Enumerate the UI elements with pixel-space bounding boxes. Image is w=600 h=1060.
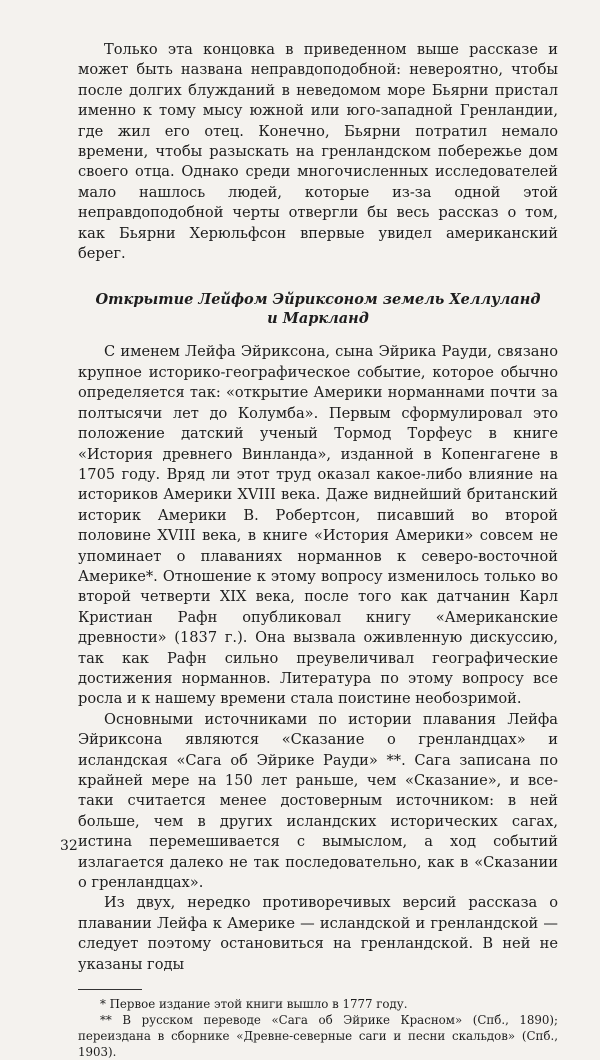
- footnote-2: ** В русском переводе «Сага об Эйрике Красном» (Спб., 1890); переиздана в сборнике «Древне-северные саги и песни скальдов» (Спб., 1903).: [78, 1013, 558, 1060]
- footnote-divider: [78, 989, 142, 990]
- section-heading: Открытие Лейфом Эйриксоном земель Хеллуланд и Маркланд: [95, 291, 541, 328]
- paragraph-1: С именем Лейфа Эйриксона, сына Эйрика Рауди, связано крупное историко-географическое событие, которое обычно определяется так: «открытие Америки норманнами почти за полтысячи лет до Колумба». Первым сформулировал это положение датский ученый Тормод Торфеус в книге «История древнего Винланда», изданной в Копенгагене в 1705 году. Вряд ли этот труд оказал какое-либо влияние на историков Америки XVIII века. Даже виднейший британский историк Америки В. Робертсон, писавший во второй половине XVIII века, в книге «История Америки» совсем не упоминает о плаваниях норманнов к северо-восточной Америке*. Отношение к этому вопросу изменилось только во второй четверти XIX века, после того как датчанин Карл Кристиан Рафн опубликовал книгу «Американские древности» (1837 г.). Она вызвала оживленную дискуссию, так как Рафн сильно преувеличивал географические достижения норманнов. Литература по этому вопросу все росла и к нашему времени стала поистине необозримой.: [78, 343, 558, 708]
- page-body: [78, 40, 558, 1060]
- paragraph-3: Из двух, нередко противоречивых версий рассказа о плавании Лейфа к Америке — исландской и гренландской — следует поэтому остановиться на гренландской. В ней не указаны годы: [78, 894, 558, 973]
- footnote-1: * Первое издание этой книги вышло в 1777 году.: [100, 997, 408, 1012]
- paragraph-2: Основными источниками по истории плавания Лейфа Эйриксона являются «Сказание о гренландцах» и исландская «Сага об Эйрике Рауди» **. Сага записана по крайней мере на 150 лет раньше, чем «Сказание», и все-таки считается менее достоверным источником: в ней больше, чем в других исландских исторических сагах, истина перемешивается с вымыслом, а ход событий излагается далеко не так последовательно, как в «Сказании о гренландцах».: [78, 710, 558, 892]
- intro-paragraph: Только эта концовка в приведенном выше рассказе и может быть названа неправдоподобной: невероятно, чтобы после долгих блужданий в неведомом море Бьярни пристал именно к тому мысу южной или юго-западной Гренландии, где жил его отец. Конечно, Бьярни потратил немало времени, чтобы разыскать на гренландском побережье дом своего отца. Однако среди многочисленных исследователей мало нашлось людей, которые из-за одной этой неправдоподобной черты отвергли бы весь рассказ о том, как Бьярни Херюльфсон впервые увидел американский берег.: [78, 41, 558, 263]
- page-number: 32: [60, 838, 78, 854]
